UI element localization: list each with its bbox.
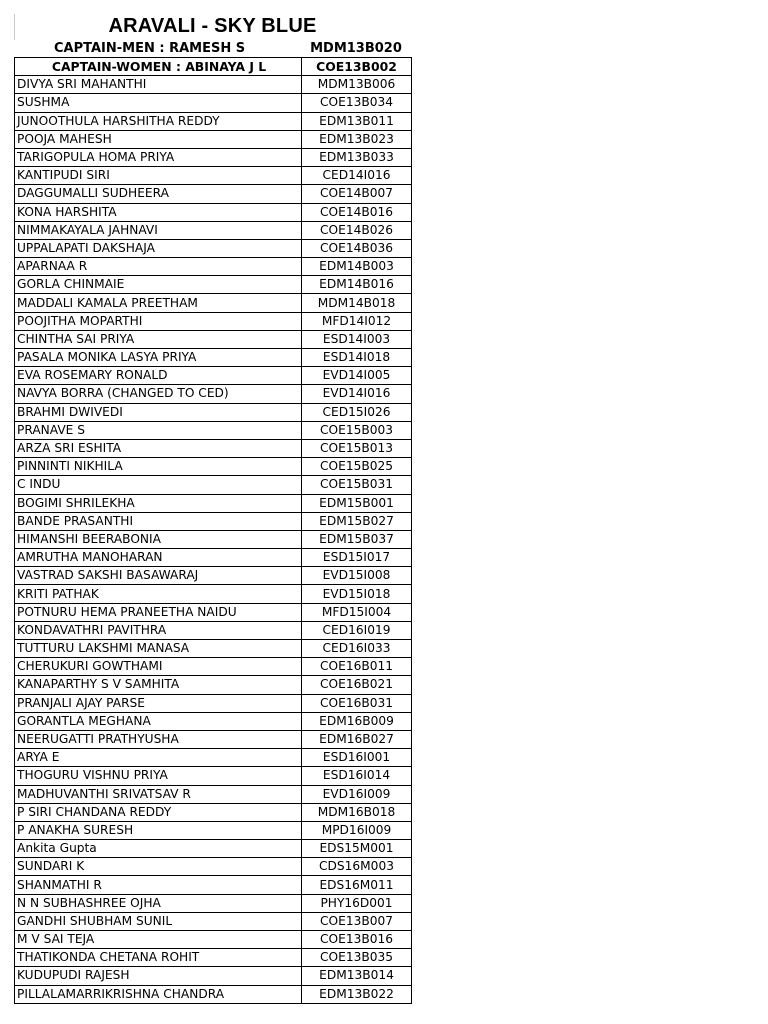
table-row xyxy=(15,403,412,421)
member-table-body xyxy=(15,58,412,1004)
table-row xyxy=(15,803,412,821)
member-name-cell: M V SAI TEJA xyxy=(15,931,302,949)
member-code-cell: COE13B007 xyxy=(302,912,412,930)
member-code-cell: EVD15I008 xyxy=(302,567,412,585)
member-name-cell: POOJITHA MOPARTHI xyxy=(15,312,302,330)
member-code-cell: MDM16B018 xyxy=(302,803,412,821)
member-code-cell: CED15I026 xyxy=(302,403,412,421)
member-name-cell: NEERUGATTI PRATHYUSHA xyxy=(15,730,302,748)
table-row xyxy=(15,840,412,858)
member-code-cell: EVD14I005 xyxy=(302,367,412,385)
table-row xyxy=(15,785,412,803)
member-name-cell: DIVYA SRI MAHANTHI xyxy=(15,76,302,94)
table-row xyxy=(15,876,412,894)
table-row xyxy=(15,749,412,767)
member-name-cell: VASTRAD SAKSHI BASAWARAJ xyxy=(15,567,302,585)
member-name-cell: KUDUPUDI RAJESH xyxy=(15,967,302,985)
member-code-cell: ESD16I014 xyxy=(302,767,412,785)
member-name-cell: MADDALI KAMALA PREETHAM xyxy=(15,294,302,312)
member-code-cell: CED14I016 xyxy=(302,167,412,185)
table-row xyxy=(15,148,412,166)
member-name-cell: TARIGOPULA HOMA PRIYA xyxy=(15,148,302,166)
captain-women-label: CAPTAIN-WOMEN : ABINAYA J L xyxy=(15,58,302,76)
member-name-cell: KANAPARTHY S V SAMHITA xyxy=(15,676,302,694)
member-code-cell: EDM13B033 xyxy=(302,148,412,166)
member-name-cell: THATIKONDA CHETANA ROHIT xyxy=(15,949,302,967)
member-code-cell: COE13B035 xyxy=(302,949,412,967)
member-name-cell: PASALA MONIKA LASYA PRIYA xyxy=(15,349,302,367)
member-name-cell: P SIRI CHANDANA REDDY xyxy=(15,803,302,821)
member-code-cell: CED16I033 xyxy=(302,640,412,658)
member-name-cell: JUNOOTHULA HARSHITHA REDDY xyxy=(15,112,302,130)
member-code-cell: COE14B026 xyxy=(302,221,412,239)
member-code-cell: EVD16I009 xyxy=(302,785,412,803)
member-code-cell: COE13B016 xyxy=(302,931,412,949)
member-name-cell: KANTIPUDI SIRI xyxy=(15,167,302,185)
member-name-cell: CHINTHA SAI PRIYA xyxy=(15,330,302,348)
member-name-cell: HIMANSHI BEERABONIA xyxy=(15,530,302,548)
member-name-cell: POOJA MAHESH xyxy=(15,130,302,148)
captain-men-label: CAPTAIN-MEN : RAMESH S xyxy=(54,41,246,56)
member-name-cell: DAGGUMALLI SUDHEERA xyxy=(15,185,302,203)
member-name-cell: GORANTLA MEGHANA xyxy=(15,712,302,730)
table-row xyxy=(15,221,412,239)
member-name-cell: BANDE PRASANTHI xyxy=(15,512,302,530)
table-row xyxy=(15,585,412,603)
member-code-cell: COE13B034 xyxy=(302,94,412,112)
member-code-cell: COE14B007 xyxy=(302,185,412,203)
member-name-cell: N N SUBHASHREE OJHA xyxy=(15,894,302,912)
member-name-cell: KRITI PATHAK xyxy=(15,585,302,603)
table-row xyxy=(15,967,412,985)
table-row xyxy=(15,203,412,221)
member-code-cell: COE15B003 xyxy=(302,421,412,439)
table-row xyxy=(15,767,412,785)
member-name-cell: BOGIMI SHRILEKHA xyxy=(15,494,302,512)
table-row xyxy=(15,294,412,312)
member-name-cell: POTNURU HEMA PRANEETHA NAIDU xyxy=(15,603,302,621)
member-code-cell: COE15B025 xyxy=(302,458,412,476)
table-row xyxy=(15,894,412,912)
table-row xyxy=(15,512,412,530)
member-name-cell: CHERUKURI GOWTHAMI xyxy=(15,658,302,676)
table-row xyxy=(15,549,412,567)
member-name-cell: KONDAVATHRI PAVITHRA xyxy=(15,621,302,639)
member-code-cell: COE16B031 xyxy=(302,694,412,712)
member-name-cell: PRANAVE S xyxy=(15,421,302,439)
member-name-cell: SUSHMA xyxy=(15,94,302,112)
table-row xyxy=(15,821,412,839)
member-code-cell: PHY16D001 xyxy=(302,894,412,912)
table-row xyxy=(15,476,412,494)
table-row xyxy=(15,239,412,257)
table-row xyxy=(15,349,412,367)
member-name-cell: Ankita Gupta xyxy=(15,840,302,858)
member-code-cell: ESD14I018 xyxy=(302,349,412,367)
member-code-cell: CED16I019 xyxy=(302,621,412,639)
table-row xyxy=(15,712,412,730)
member-name-cell: EVA ROSEMARY RONALD xyxy=(15,367,302,385)
table-row xyxy=(15,167,412,185)
member-code-cell: ESD15I017 xyxy=(302,549,412,567)
captain-women-row xyxy=(15,58,412,76)
member-code-cell: ESD16I001 xyxy=(302,749,412,767)
member-code-cell: ESD14I003 xyxy=(302,330,412,348)
member-name-cell: SHANMATHI R xyxy=(15,876,302,894)
table-row xyxy=(15,676,412,694)
member-code-cell: MDM13B006 xyxy=(302,76,412,94)
member-name-cell: KONA HARSHITA xyxy=(15,203,302,221)
member-code-cell: COE15B013 xyxy=(302,439,412,457)
member-name-cell: APARNAA R xyxy=(15,258,302,276)
table-row xyxy=(15,458,412,476)
table-row xyxy=(15,185,412,203)
member-name-cell: UPPALAPATI DAKSHAJA xyxy=(15,239,302,257)
member-name-cell: SUNDARI K xyxy=(15,858,302,876)
member-code-cell: EDS15M001 xyxy=(302,840,412,858)
captain-men-code: MDM13B020 xyxy=(310,41,402,56)
member-name-cell: MADHUVANTHI SRIVATSAV R xyxy=(15,785,302,803)
table-row xyxy=(15,130,412,148)
member-name-cell: BRAHMI DWIVEDI xyxy=(15,403,302,421)
table-row xyxy=(15,985,412,1003)
member-code-cell: MDM14B018 xyxy=(302,294,412,312)
table-row xyxy=(15,385,412,403)
table-row xyxy=(15,94,412,112)
table-row xyxy=(15,694,412,712)
table-row xyxy=(15,76,412,94)
member-code-cell: EDS16M011 xyxy=(302,876,412,894)
member-code-cell: MPD16I009 xyxy=(302,821,412,839)
member-code-cell: EDM16B027 xyxy=(302,730,412,748)
member-name-cell: TUTTURU LAKSHMI MANASA xyxy=(15,640,302,658)
member-code-cell: EVD14I016 xyxy=(302,385,412,403)
member-code-cell: COE14B036 xyxy=(302,239,412,257)
table-row xyxy=(15,567,412,585)
table-row xyxy=(15,658,412,676)
member-code-cell: EVD15I018 xyxy=(302,585,412,603)
member-name-cell: P ANAKHA SURESH xyxy=(15,821,302,839)
table-row xyxy=(15,530,412,548)
table-row xyxy=(15,730,412,748)
table-row xyxy=(15,439,412,457)
member-code-cell: EDM13B011 xyxy=(302,112,412,130)
member-name-cell: GANDHI SHUBHAM SUNIL xyxy=(15,912,302,930)
table-row xyxy=(15,494,412,512)
member-name-cell: ARYA E xyxy=(15,749,302,767)
table-row xyxy=(15,603,412,621)
table-row xyxy=(15,931,412,949)
member-code-cell: EDM15B037 xyxy=(302,530,412,548)
member-code-cell: MFD15I004 xyxy=(302,603,412,621)
member-name-cell: C INDU xyxy=(15,476,302,494)
member-code-cell: MFD14I012 xyxy=(302,312,412,330)
member-code-cell: COE16B021 xyxy=(302,676,412,694)
member-code-cell: COE15B031 xyxy=(302,476,412,494)
member-code-cell: EDM16B009 xyxy=(302,712,412,730)
table-row xyxy=(15,621,412,639)
table-row xyxy=(15,367,412,385)
table-row xyxy=(15,858,412,876)
member-name-cell: AMRUTHA MANOHARAN xyxy=(15,549,302,567)
member-code-cell: EDM15B027 xyxy=(302,512,412,530)
member-code-cell: EDM15B001 xyxy=(302,494,412,512)
table-row xyxy=(15,330,412,348)
member-code-cell: COE14B016 xyxy=(302,203,412,221)
member-name-cell: PILLALAMARRIKRISHNA CHANDRA xyxy=(15,985,302,1003)
member-code-cell: COE16B011 xyxy=(302,658,412,676)
page-title: ARAVALI - SKY BLUE xyxy=(108,15,317,37)
member-code-cell: EDM14B016 xyxy=(302,276,412,294)
member-name-cell: PINNINTI NIKHILA xyxy=(15,458,302,476)
captain-women-code: COE13B002 xyxy=(302,58,412,76)
member-code-cell: CDS16M003 xyxy=(302,858,412,876)
member-name-cell: PRANJALI AJAY PARSE xyxy=(15,694,302,712)
table-row xyxy=(15,258,412,276)
table-row xyxy=(15,949,412,967)
member-code-cell: EDM13B014 xyxy=(302,967,412,985)
table-row xyxy=(15,312,412,330)
table-row xyxy=(15,912,412,930)
table-row xyxy=(15,112,412,130)
member-code-cell: EDM13B022 xyxy=(302,985,412,1003)
table-row xyxy=(15,276,412,294)
member-code-cell: EDM14B003 xyxy=(302,258,412,276)
table-row xyxy=(15,640,412,658)
member-name-cell: NIMMAKAYALA JAHNAVI xyxy=(15,221,302,239)
member-name-cell: NAVYA BORRA (CHANGED TO CED) xyxy=(15,385,302,403)
member-table xyxy=(14,57,412,1004)
member-name-cell: GORLA CHINMAIE xyxy=(15,276,302,294)
member-name-cell: ARZA SRI ESHITA xyxy=(15,439,302,457)
table-row xyxy=(15,421,412,439)
member-code-cell: EDM13B023 xyxy=(302,130,412,148)
member-name-cell: THOGURU VISHNU PRIYA xyxy=(15,767,302,785)
